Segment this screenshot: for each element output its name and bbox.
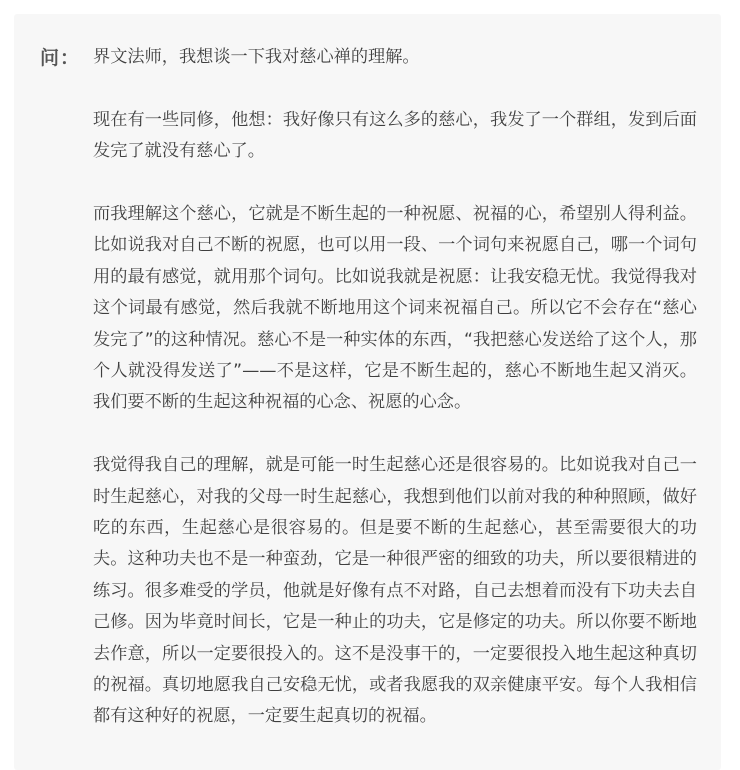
paragraph-4: 我觉得我自己的理解，就是可能一时生起慈心还是很容易的。比如说我对自己一时生起慈心，对我的父母一时生起慈心，我想到他们以前对我的种种照顾，做好吃的东西，生起慈心是很容易的。但是要不断的生起慈心，甚至需要很大的功夫。这种功夫也不是一种蛮劲，它是一种很严密的细致的功夫，所以要很精进的练习。很多难受的学员，他就是好像有点不对路，自己去想着而没有下功夫去自己修。因为毕竟时间长，它是一种止的功夫，它是修定的功夫。所以你要不断地去作意，所以一定要很投入的。这不是没事干的，一定要很投入地生起这种真切的祝福。真切地愿我自己安稳无忧，或者我愿我的双亲健康平安。每个人我相信都有这种好的祝愿，一定要生起真切的祝福。 [93, 455, 697, 727]
question-body [93, 42, 697, 733]
qa-card [14, 14, 721, 770]
question-label: 问： [40, 47, 81, 69]
paragraph-2: 现在有一些同修，他想：我好像只有这么多的慈心，我发了一个群组，发到后面发完了就没有慈心了。 [93, 109, 697, 162]
paragraph-1: 界文法师，我想谈一下我对慈心禅的理解。 [93, 47, 420, 67]
paragraph-3: 而我理解这个慈心，它就是不断生起的一种祝愿、祝福的心，希望别人得利益。比如说我对自己不断的祝愿，也可以用一段、一个词句来祝愿自己，哪一个词句用的最有感觉，就用那个词句。比如说我就是祝愿：让我安稳无忧。我觉得我对这个词最有感觉，然后我就不断地用这个词来祝福自己。所以它不会存在“慈心发完了”的这种情况。慈心不是一种实体的东西，“我把慈心发送给了这个人，那个人就没得发送了”——不是这样，它是不断生起的，慈心不断地生起又消灭。我们要不断的生起这种祝福的心念、祝愿的心念。 [93, 204, 697, 413]
